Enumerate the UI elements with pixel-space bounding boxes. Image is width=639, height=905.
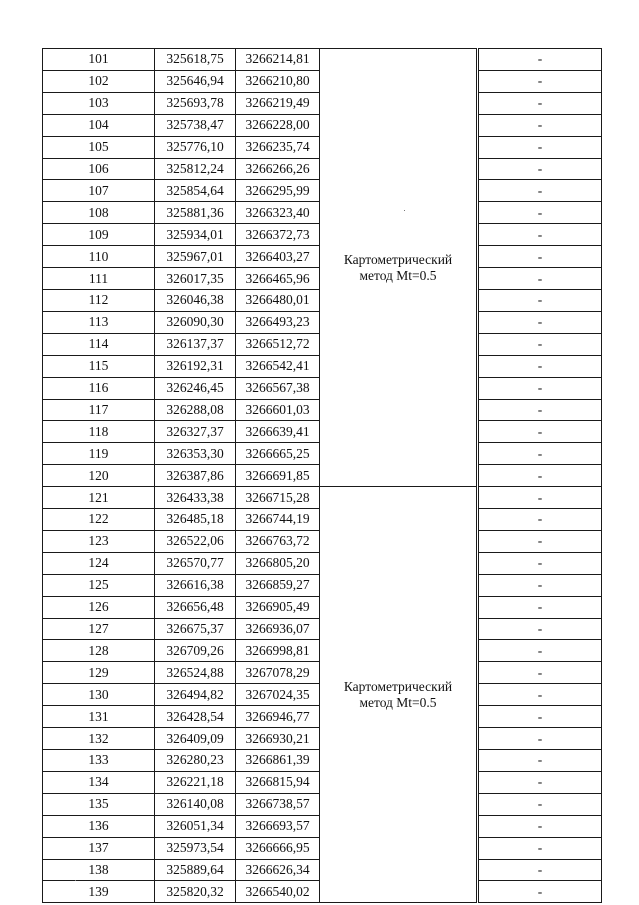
x-coordinate-cell: 326353,30 xyxy=(155,443,236,465)
y-coordinate-cell: 3266905,49 xyxy=(236,596,320,618)
y-coordinate-cell: 3266403,27 xyxy=(236,246,320,268)
point-number-cell: 110 xyxy=(43,246,155,268)
precision-cell: - xyxy=(479,640,602,662)
point-number-cell: 123 xyxy=(43,530,155,552)
precision-cell: - xyxy=(479,662,602,684)
x-coordinate-cell: 326428,54 xyxy=(155,706,236,728)
point-number-cell: 130 xyxy=(43,684,155,706)
point-number-cell: 109 xyxy=(43,224,155,246)
precision-cell: - xyxy=(479,793,602,815)
precision-cell: - xyxy=(479,706,602,728)
precision-cell: - xyxy=(479,333,602,355)
point-number-cell: 129 xyxy=(43,662,155,684)
precision-cell: - xyxy=(479,136,602,158)
precision-cell: - xyxy=(479,246,602,268)
y-coordinate-cell: 3266465,96 xyxy=(236,268,320,290)
precision-cell: - xyxy=(479,509,602,531)
x-coordinate-cell: 326494,82 xyxy=(155,684,236,706)
x-coordinate-cell: 326221,18 xyxy=(155,771,236,793)
point-number-cell: 125 xyxy=(43,574,155,596)
scan-speck xyxy=(75,880,76,881)
precision-cell: - xyxy=(479,750,602,772)
point-number-cell: 137 xyxy=(43,837,155,859)
precision-cell: - xyxy=(479,465,602,487)
precision-cell: - xyxy=(479,289,602,311)
y-coordinate-cell: 3266691,85 xyxy=(236,465,320,487)
precision-cell: - xyxy=(479,728,602,750)
y-coordinate-cell: 3266512,72 xyxy=(236,333,320,355)
precision-cell: - xyxy=(479,49,602,71)
y-coordinate-cell: 3266372,73 xyxy=(236,224,320,246)
point-number-cell: 126 xyxy=(43,596,155,618)
x-coordinate-cell: 326246,45 xyxy=(155,377,236,399)
x-coordinate-cell: 325812,24 xyxy=(155,158,236,180)
point-number-cell: 116 xyxy=(43,377,155,399)
point-number-cell: 119 xyxy=(43,443,155,465)
x-coordinate-cell: 326017,35 xyxy=(155,268,236,290)
y-coordinate-cell: 3266805,20 xyxy=(236,552,320,574)
x-coordinate-cell: 325646,94 xyxy=(155,70,236,92)
precision-cell: - xyxy=(479,202,602,224)
precision-cell: - xyxy=(479,114,602,136)
coordinates-table-body xyxy=(43,49,602,903)
precision-cell: - xyxy=(479,70,602,92)
precision-cell: - xyxy=(479,158,602,180)
precision-cell: - xyxy=(479,421,602,443)
precision-cell: - xyxy=(479,530,602,552)
precision-cell: - xyxy=(479,552,602,574)
y-coordinate-cell: 3266235,74 xyxy=(236,136,320,158)
coordinates-table xyxy=(42,48,602,903)
point-number-cell: 120 xyxy=(43,465,155,487)
y-coordinate-cell: 3266639,41 xyxy=(236,421,320,443)
x-coordinate-cell: 325776,10 xyxy=(155,136,236,158)
point-number-cell: 122 xyxy=(43,509,155,531)
x-coordinate-cell: 326051,34 xyxy=(155,815,236,837)
point-number-cell: 114 xyxy=(43,333,155,355)
y-coordinate-cell: 3266861,39 xyxy=(236,750,320,772)
table-row xyxy=(43,487,602,509)
y-coordinate-cell: 3267024,35 xyxy=(236,684,320,706)
y-coordinate-cell: 3266936,07 xyxy=(236,618,320,640)
y-coordinate-cell: 3266815,94 xyxy=(236,771,320,793)
y-coordinate-cell: 3266540,02 xyxy=(236,881,320,903)
precision-cell: - xyxy=(479,377,602,399)
table-row xyxy=(43,49,602,71)
y-coordinate-cell: 3266601,03 xyxy=(236,399,320,421)
point-number-cell: 127 xyxy=(43,618,155,640)
x-coordinate-cell: 325881,36 xyxy=(155,202,236,224)
precision-cell: - xyxy=(479,399,602,421)
scan-speck xyxy=(404,210,405,211)
y-coordinate-cell: 3266763,72 xyxy=(236,530,320,552)
x-coordinate-cell: 325854,64 xyxy=(155,180,236,202)
precision-cell: - xyxy=(479,859,602,881)
x-coordinate-cell: 325693,78 xyxy=(155,92,236,114)
precision-cell: - xyxy=(479,771,602,793)
point-number-cell: 139 xyxy=(43,881,155,903)
precision-cell: - xyxy=(479,881,602,903)
x-coordinate-cell: 326046,38 xyxy=(155,289,236,311)
y-coordinate-cell: 3266859,27 xyxy=(236,574,320,596)
x-coordinate-cell: 325618,75 xyxy=(155,49,236,71)
y-coordinate-cell: 3266323,40 xyxy=(236,202,320,224)
x-coordinate-cell: 325820,32 xyxy=(155,881,236,903)
y-coordinate-cell: 3266480,01 xyxy=(236,289,320,311)
precision-cell: - xyxy=(479,618,602,640)
y-coordinate-cell: 3266219,49 xyxy=(236,92,320,114)
precision-cell: - xyxy=(479,596,602,618)
y-coordinate-cell: 3266295,99 xyxy=(236,180,320,202)
point-number-cell: 133 xyxy=(43,750,155,772)
precision-cell: - xyxy=(479,837,602,859)
point-number-cell: 102 xyxy=(43,70,155,92)
y-coordinate-cell: 3266214,81 xyxy=(236,49,320,71)
x-coordinate-cell: 326327,37 xyxy=(155,421,236,443)
point-number-cell: 128 xyxy=(43,640,155,662)
x-coordinate-cell: 326616,38 xyxy=(155,574,236,596)
precision-cell: - xyxy=(479,180,602,202)
x-coordinate-cell: 326485,18 xyxy=(155,509,236,531)
y-coordinate-cell: 3266542,41 xyxy=(236,355,320,377)
precision-cell: - xyxy=(479,443,602,465)
x-coordinate-cell: 325967,01 xyxy=(155,246,236,268)
x-coordinate-cell: 325738,47 xyxy=(155,114,236,136)
point-number-cell: 124 xyxy=(43,552,155,574)
point-number-cell: 112 xyxy=(43,289,155,311)
precision-cell: - xyxy=(479,574,602,596)
point-number-cell: 131 xyxy=(43,706,155,728)
x-coordinate-cell: 326433,38 xyxy=(155,487,236,509)
point-number-cell: 121 xyxy=(43,487,155,509)
x-coordinate-cell: 326524,88 xyxy=(155,662,236,684)
point-number-cell: 111 xyxy=(43,268,155,290)
y-coordinate-cell: 3266493,23 xyxy=(236,311,320,333)
y-coordinate-cell: 3266693,57 xyxy=(236,815,320,837)
x-coordinate-cell: 326288,08 xyxy=(155,399,236,421)
y-coordinate-cell: 3266266,26 xyxy=(236,158,320,180)
y-coordinate-cell: 3266946,77 xyxy=(236,706,320,728)
precision-cell: - xyxy=(479,684,602,706)
y-coordinate-cell: 3266744,19 xyxy=(236,509,320,531)
precision-cell: - xyxy=(479,268,602,290)
precision-cell: - xyxy=(479,311,602,333)
point-number-cell: 108 xyxy=(43,202,155,224)
x-coordinate-cell: 326409,09 xyxy=(155,728,236,750)
point-number-cell: 134 xyxy=(43,771,155,793)
x-coordinate-cell: 326280,23 xyxy=(155,750,236,772)
y-coordinate-cell: 3266998,81 xyxy=(236,640,320,662)
x-coordinate-cell: 326656,48 xyxy=(155,596,236,618)
point-number-cell: 113 xyxy=(43,311,155,333)
point-number-cell: 138 xyxy=(43,859,155,881)
y-coordinate-cell: 3266210,80 xyxy=(236,70,320,92)
x-coordinate-cell: 326387,86 xyxy=(155,465,236,487)
point-number-cell: 106 xyxy=(43,158,155,180)
point-number-cell: 105 xyxy=(43,136,155,158)
point-number-cell: 104 xyxy=(43,114,155,136)
x-coordinate-cell: 325973,54 xyxy=(155,837,236,859)
point-number-cell: 107 xyxy=(43,180,155,202)
y-coordinate-cell: 3266715,28 xyxy=(236,487,320,509)
precision-cell: - xyxy=(479,224,602,246)
point-number-cell: 117 xyxy=(43,399,155,421)
precision-cell: - xyxy=(479,92,602,114)
method-cell: Картометрический метод Mt=0.5 xyxy=(320,49,477,487)
x-coordinate-cell: 326675,37 xyxy=(155,618,236,640)
y-coordinate-cell: 3266567,38 xyxy=(236,377,320,399)
x-coordinate-cell: 326090,30 xyxy=(155,311,236,333)
point-number-cell: 135 xyxy=(43,793,155,815)
y-coordinate-cell: 3266228,00 xyxy=(236,114,320,136)
x-coordinate-cell: 325889,64 xyxy=(155,859,236,881)
y-coordinate-cell: 3266665,25 xyxy=(236,443,320,465)
y-coordinate-cell: 3267078,29 xyxy=(236,662,320,684)
y-coordinate-cell: 3266666,95 xyxy=(236,837,320,859)
x-coordinate-cell: 326570,77 xyxy=(155,552,236,574)
y-coordinate-cell: 3266738,57 xyxy=(236,793,320,815)
x-coordinate-cell: 326192,31 xyxy=(155,355,236,377)
y-coordinate-cell: 3266626,34 xyxy=(236,859,320,881)
x-coordinate-cell: 326137,37 xyxy=(155,333,236,355)
precision-cell: - xyxy=(479,355,602,377)
method-cell: Картометрический метод Mt=0.5 xyxy=(320,487,477,903)
point-number-cell: 132 xyxy=(43,728,155,750)
x-coordinate-cell: 326522,06 xyxy=(155,530,236,552)
precision-cell: - xyxy=(479,487,602,509)
point-number-cell: 115 xyxy=(43,355,155,377)
y-coordinate-cell: 3266930,21 xyxy=(236,728,320,750)
point-number-cell: 118 xyxy=(43,421,155,443)
point-number-cell: 136 xyxy=(43,815,155,837)
x-coordinate-cell: 325934,01 xyxy=(155,224,236,246)
precision-cell: - xyxy=(479,815,602,837)
x-coordinate-cell: 326140,08 xyxy=(155,793,236,815)
point-number-cell: 103 xyxy=(43,92,155,114)
x-coordinate-cell: 326709,26 xyxy=(155,640,236,662)
point-number-cell: 101 xyxy=(43,49,155,71)
